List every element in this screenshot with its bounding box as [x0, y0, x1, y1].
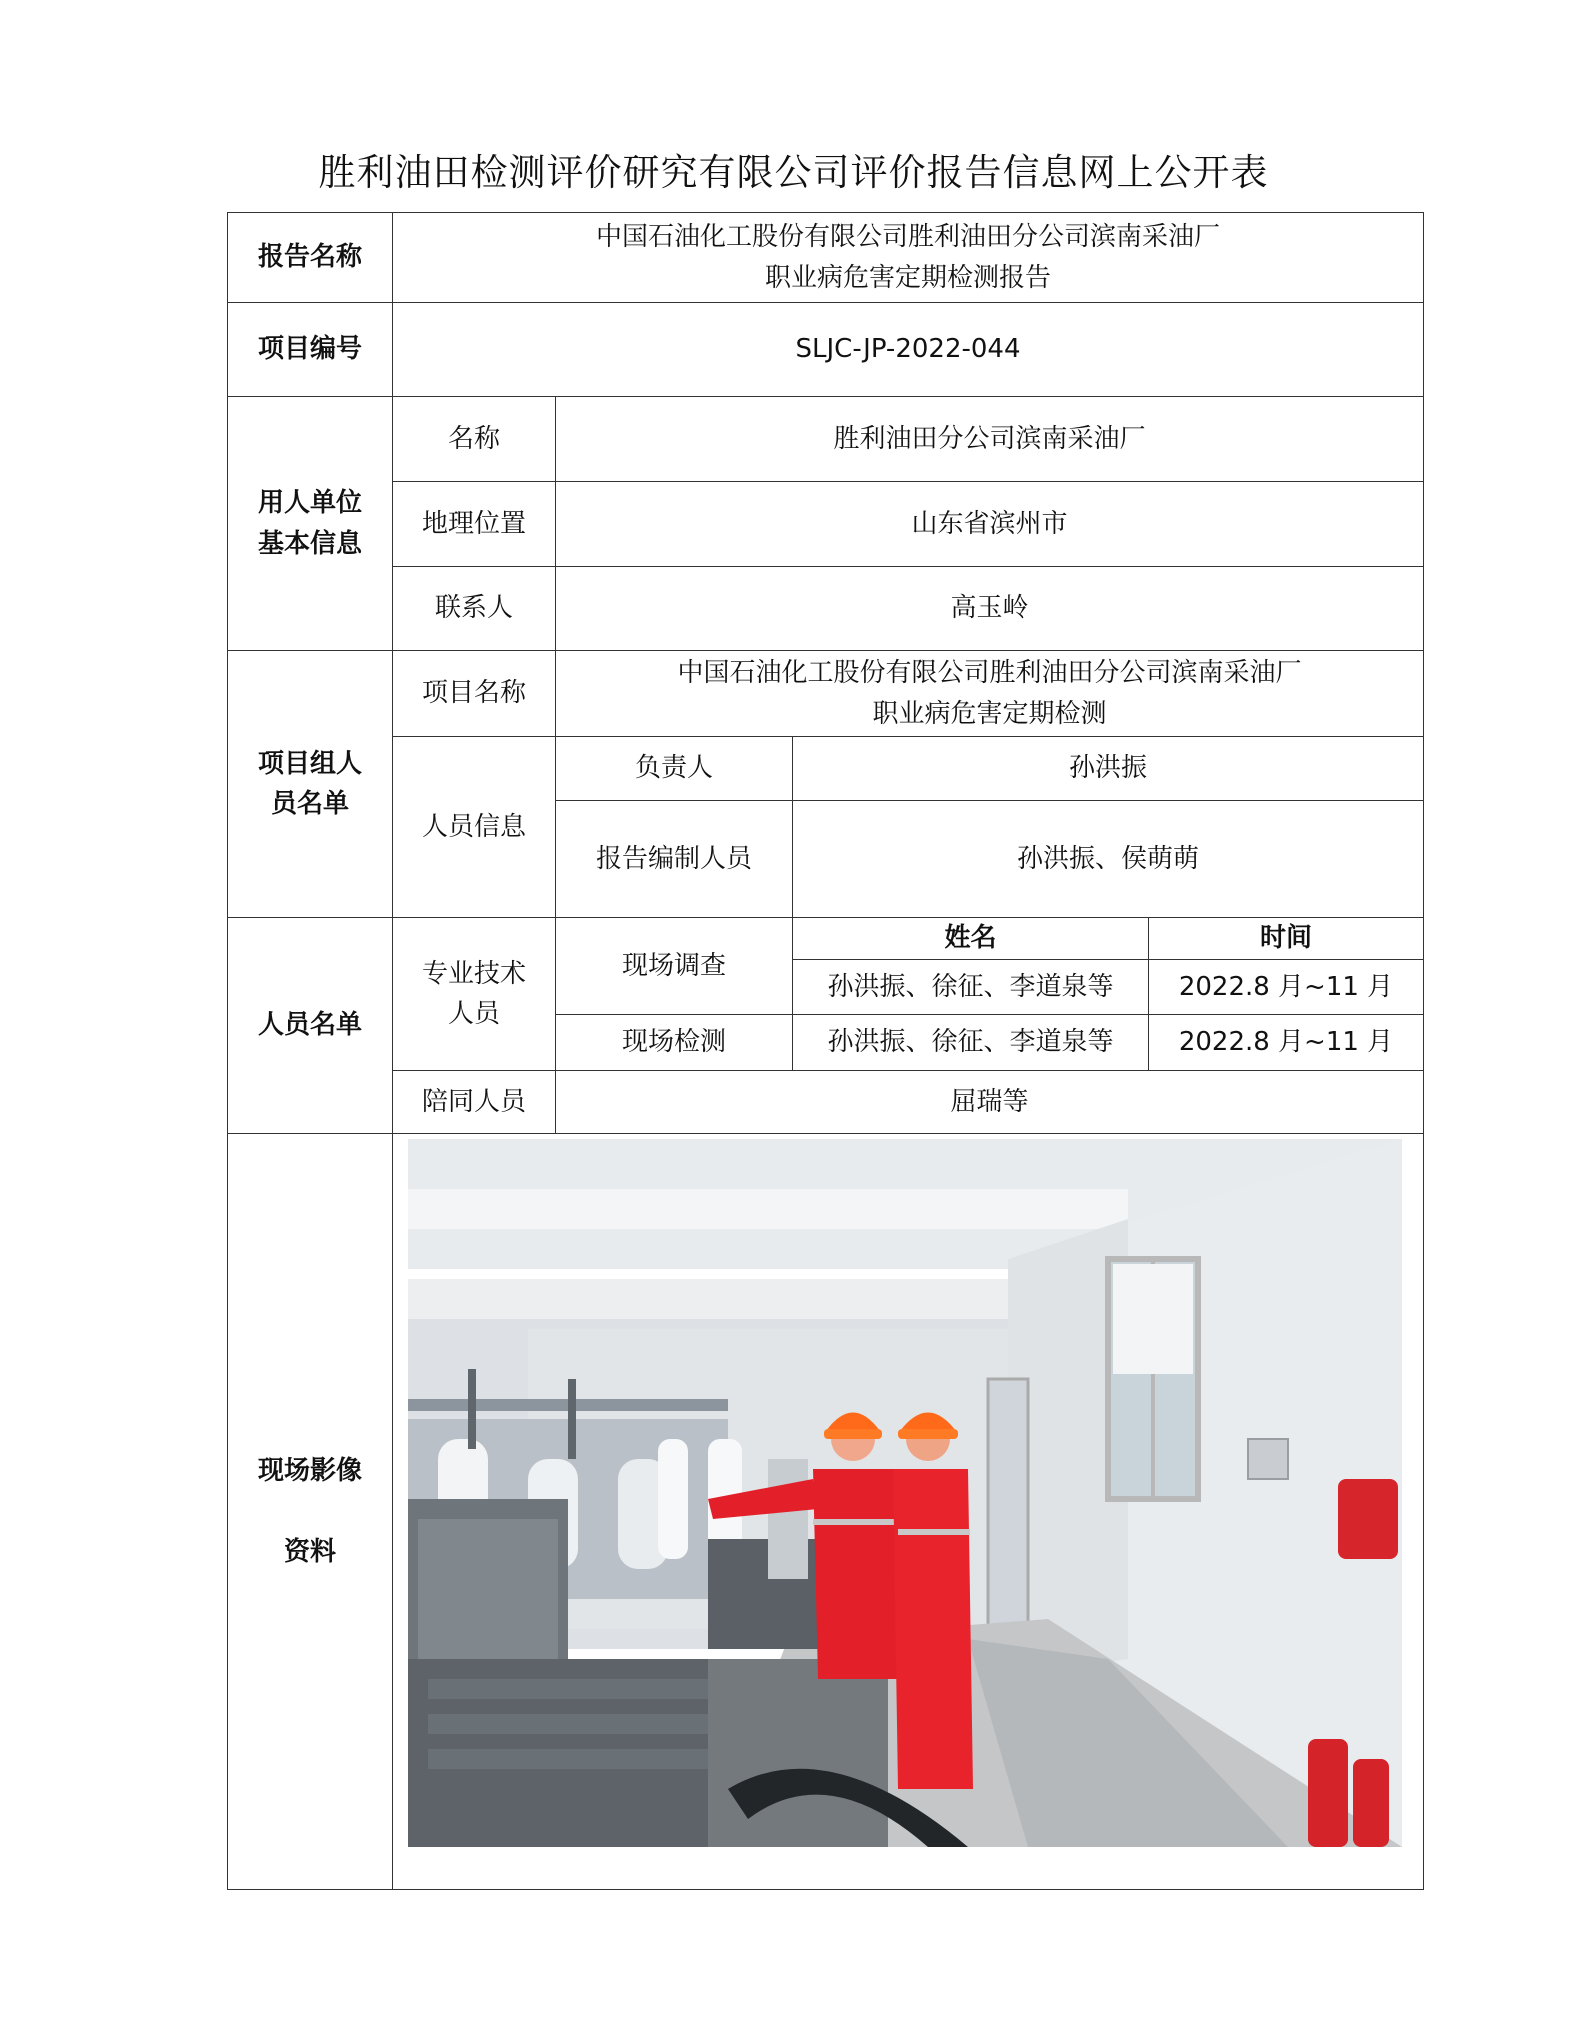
report-name-value: [393, 213, 1424, 303]
escort-label: 陪同人员: [393, 1071, 556, 1134]
project-name-line2: 职业病危害定期检测: [872, 698, 1107, 729]
photo-section-label: [228, 1134, 393, 1890]
tech-staff-label: [393, 918, 556, 1071]
project-name-label: 项目名称: [393, 651, 556, 737]
survey-time: 2022.8 月~11 月: [1149, 960, 1424, 1015]
project-team-label-line2: 员名单: [270, 789, 349, 819]
tech-staff-label-line1: 专业技术: [421, 958, 526, 989]
leader-label: 负责人: [556, 737, 793, 801]
project-team-label: [228, 651, 393, 918]
photo-section-label-line1: 现场影像: [257, 1456, 362, 1487]
project-number-value: SLJC-JP-2022-044: [393, 303, 1424, 397]
page-title: 胜利油田检测评价研究有限公司评价报告信息网上公开表: [318, 151, 1269, 194]
name-header: 姓名: [793, 918, 1149, 960]
project-name-line1: 中国石油化工股份有限公司胜利油田分公司滨南采油厂: [677, 658, 1302, 689]
testing-names: 孙洪振、徐征、李道泉等: [793, 1015, 1149, 1071]
info-table: [227, 212, 1424, 1890]
time-header: 时间: [1149, 918, 1424, 960]
employer-contact-value: 高玉岭: [556, 567, 1424, 651]
employer-location-label: 地理位置: [393, 482, 556, 567]
report-name-line1: 中国石油化工股份有限公司胜利油田分公司滨南采油厂: [596, 222, 1221, 253]
report-author-label: 报告编制人员: [556, 801, 793, 918]
report-name-label: 报告名称: [228, 213, 393, 303]
testing-time: 2022.8 月~11 月: [1149, 1015, 1424, 1071]
photo-section-label-line2: 资料: [283, 1536, 336, 1567]
photo-cell: [393, 1134, 1424, 1890]
site-photo-illustration: [408, 1139, 1402, 1847]
employer-label-line2: 基本信息: [257, 528, 362, 559]
project-number-label: 项目编号: [228, 303, 393, 397]
employer-name-label: 名称: [393, 397, 556, 482]
survey-names: 孙洪振、徐征、李道泉等: [793, 960, 1149, 1015]
info-table-wrapper: [227, 212, 1423, 1889]
leader-value: 孙洪振: [793, 737, 1424, 801]
project-name-value: [556, 651, 1424, 737]
escort-value: 屈瑞等: [556, 1071, 1424, 1134]
survey-label: 现场调查: [556, 918, 793, 1015]
employer-location-value: 山东省滨州市: [556, 482, 1424, 567]
report-author-value: 孙洪振、侯萌萌: [793, 801, 1424, 918]
report-name-line2: 职业病危害定期检测报告: [765, 262, 1052, 293]
employer-contact-label: 联系人: [393, 567, 556, 651]
site-photo: [408, 1139, 1402, 1847]
employer-label: [228, 397, 393, 651]
testing-label: 现场检测: [556, 1015, 793, 1071]
tech-staff-label-line2: 人员: [447, 999, 500, 1029]
staff-info-label: 人员信息: [393, 737, 556, 918]
employer-label-line1: 用人单位: [257, 488, 362, 519]
personnel-label: 人员名单: [228, 918, 393, 1134]
project-team-label-line1: 项目组人: [257, 748, 362, 779]
employer-name-value: 胜利油田分公司滨南采油厂: [556, 397, 1424, 482]
